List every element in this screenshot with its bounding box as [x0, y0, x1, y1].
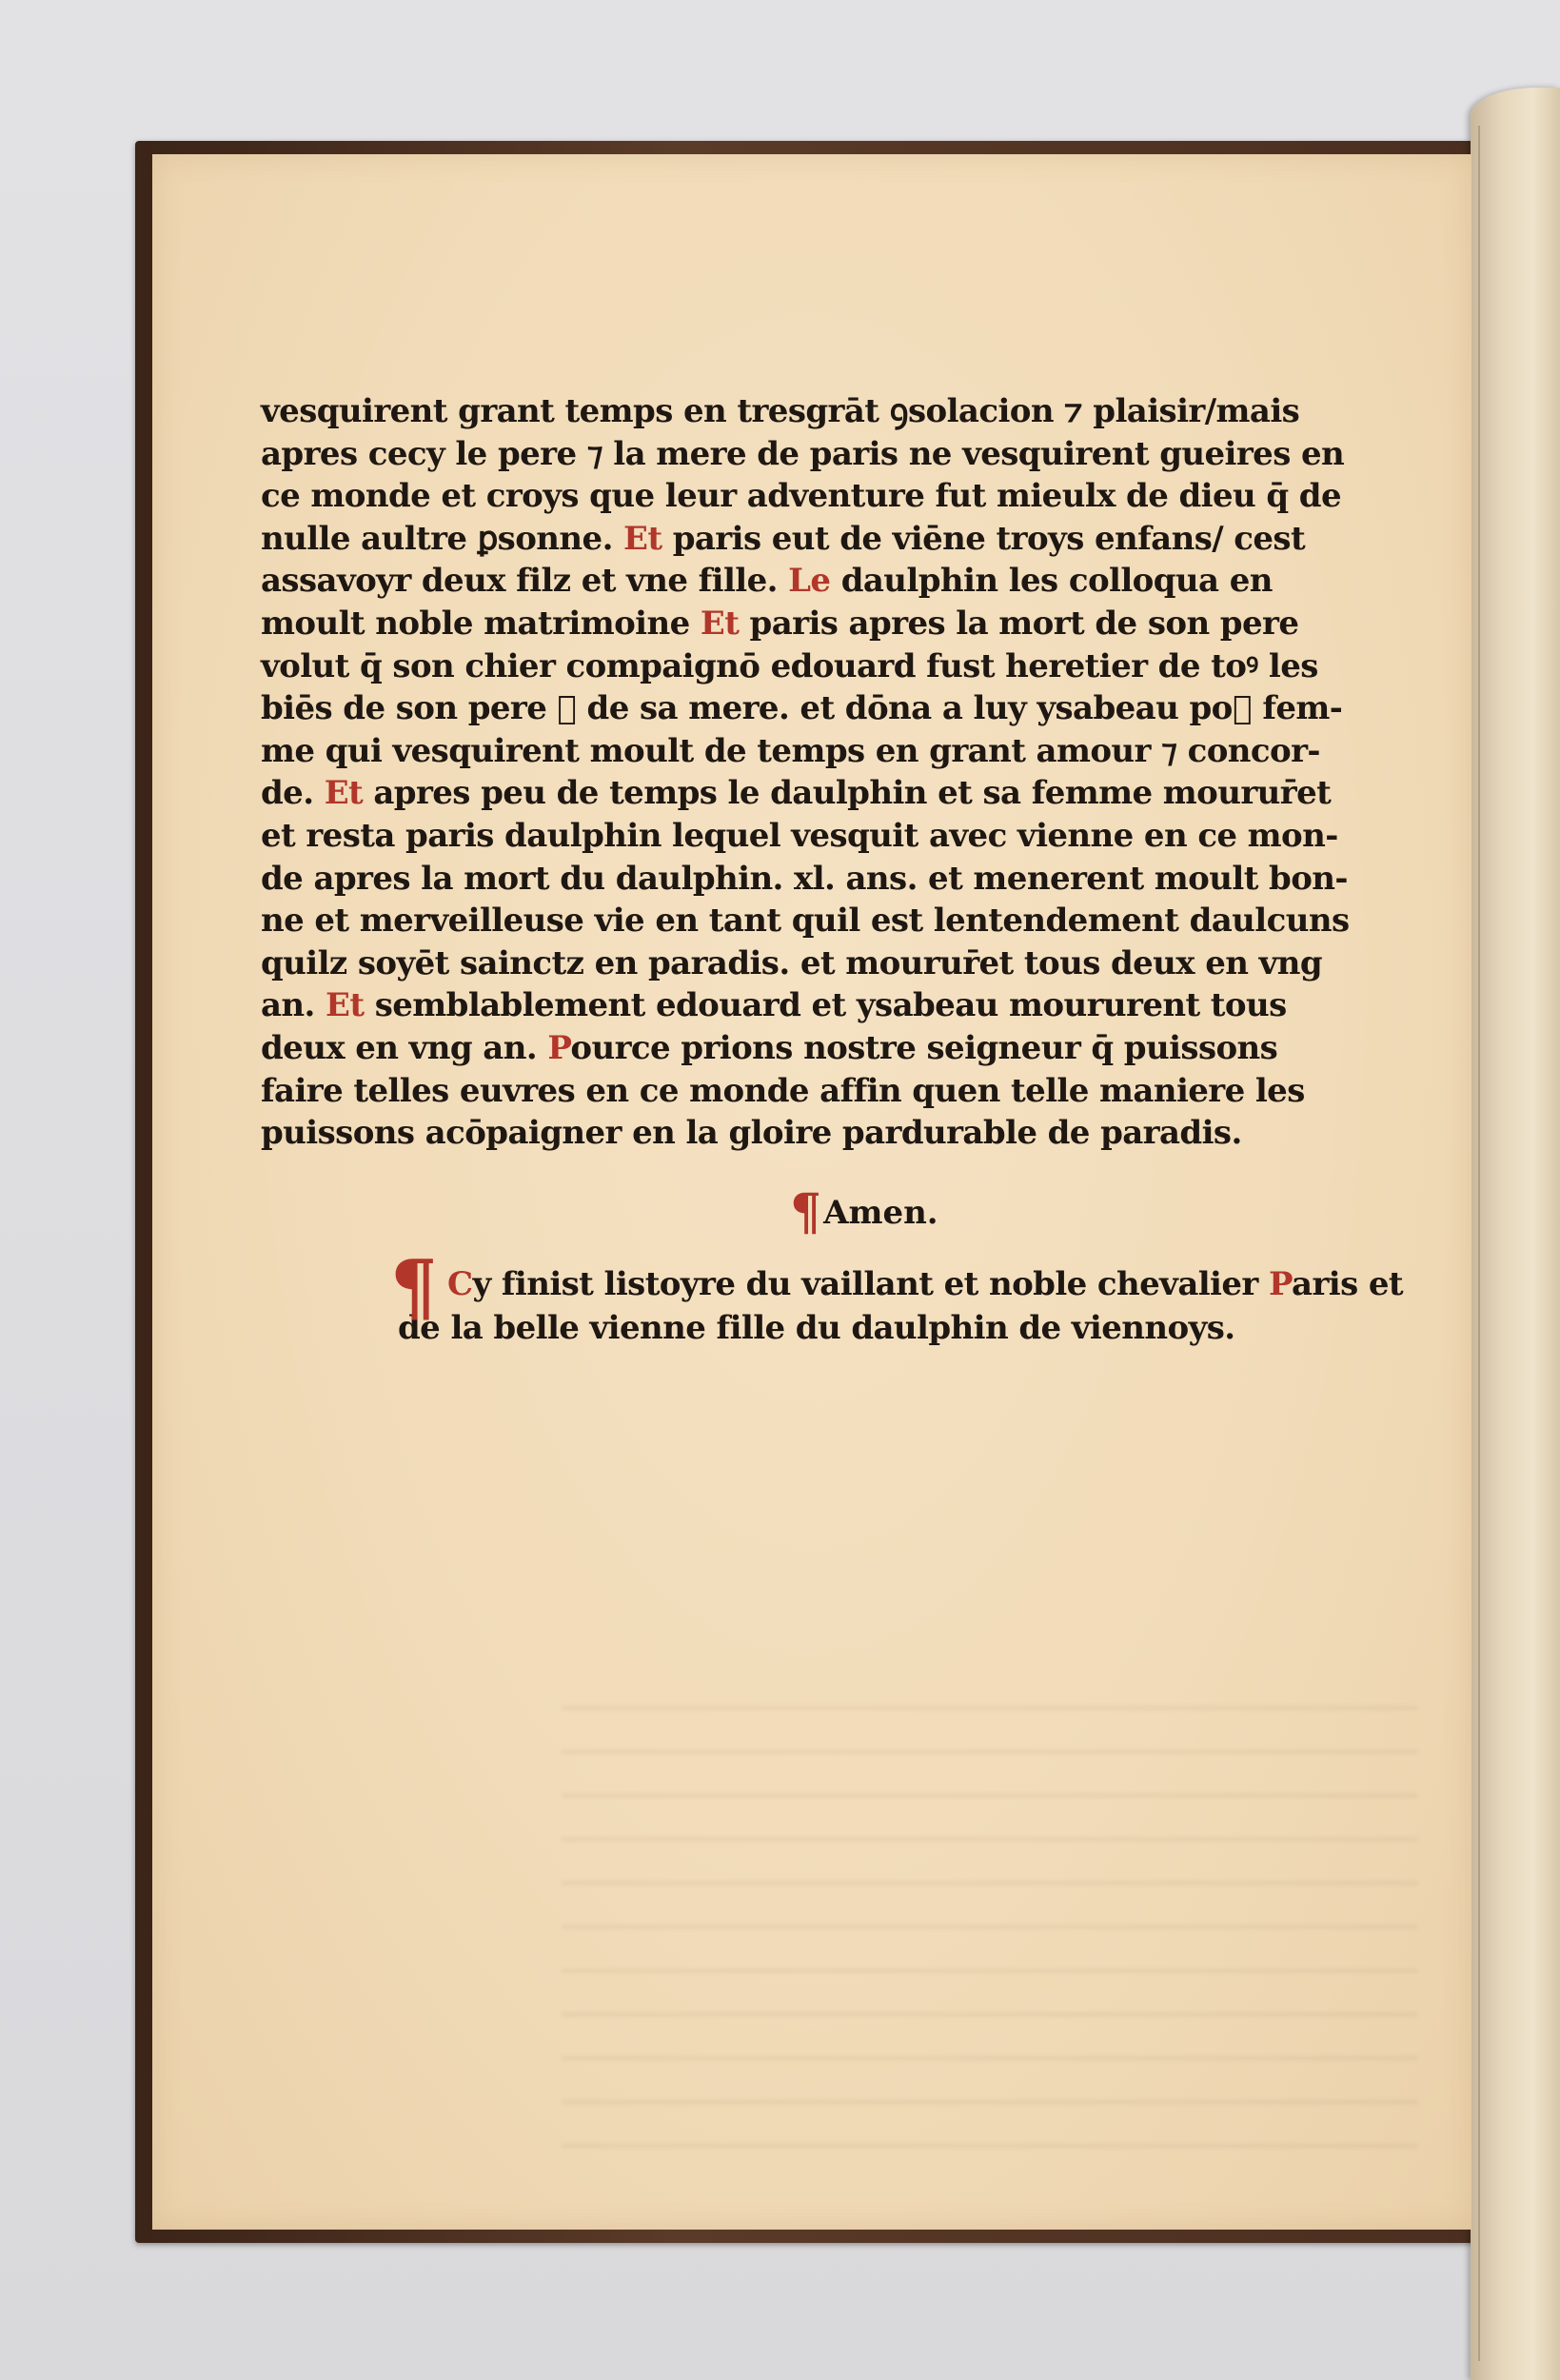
body-line: faire telles euvres en ce monde affin quen telle maniere les: [261, 1071, 1305, 1110]
rubricated-capital: Et: [324, 774, 364, 813]
rubricated-capital: Le: [788, 562, 831, 601]
body-line: biēs de son pere ⁊ de sa mere. et dōna a luy ysabeau poᷣ fem-: [261, 689, 1343, 728]
rubricated-capital: Et: [326, 986, 365, 1025]
body-line: de. Et apres peu de temps le daulphin et sa femme mourur̄et: [261, 774, 1332, 813]
body-line: ce monde et croys que leur adventure fut mieulx de dieu q̄ de: [261, 477, 1341, 516]
amen-text: Amen.: [823, 1194, 938, 1232]
incunable-text-block: [261, 390, 1441, 1155]
body-line: et resta paris daulphin lequel vesquit avec vienne en ce mon-: [261, 816, 1338, 855]
body-line: an. Et semblablement edouard et ysabeau moururent tous: [261, 986, 1287, 1025]
rubricated-capital: Et: [623, 519, 662, 558]
body-line: vesquirent grant temps en tresgrāt ꝯsolacion ⁊ plaisir/mais: [261, 392, 1300, 430]
body-line: ne et merveilleuse vie en tant quil est lentendement daulcuns: [261, 902, 1350, 941]
body-line: assavoyr deux filz et vne fille. Le daulphin les colloqua en: [261, 562, 1273, 601]
colophon-pilcrow-icon: ¶: [390, 1244, 438, 1331]
amen-line: [790, 1183, 938, 1241]
colophon-line: de la belle vienne fille du daulphin de viennoys.: [398, 1309, 1235, 1347]
rubricated-capital: P: [1268, 1265, 1293, 1303]
body-line: apres cecy le pere ⁊ la mere de paris ne vesquirent gueires en: [261, 434, 1345, 473]
rubricated-capital: P: [547, 1028, 571, 1067]
pilcrow-rubric-icon: ¶: [790, 1183, 822, 1241]
body-line: puissons acōpaigner en la gloire pardurable de paradis.: [261, 1114, 1242, 1153]
colophon: [390, 1244, 1445, 1350]
rubricated-capital: C: [447, 1265, 473, 1303]
body-line: de apres la mort du daulphin. xl. ans. et menerent moult bon-: [261, 859, 1348, 898]
body-line: volut q̄ son chier compaignō edouard fust heretier de toꝰ les: [261, 646, 1318, 685]
body-line: deux en vng an. Pource prions nostre seigneur q̄ puissons: [261, 1028, 1278, 1067]
body-line: moult noble matrimoine Et paris apres la mort de son pere: [261, 604, 1299, 643]
body-line: quilz soyēt sainctz en paradis. et mourur̄et tous deux en vng: [261, 943, 1323, 982]
ink-showthrough: [562, 1677, 1418, 2172]
rubricated-capital: Et: [700, 604, 740, 643]
next-leaves-edge: [1471, 88, 1560, 2380]
colophon-line: Cy finist listoyre du vaillant et noble chevalier Paris et: [447, 1265, 1404, 1303]
body-line: me qui vesquirent moult de temps en grant amour ⁊ concor-: [261, 731, 1320, 770]
body-line: nulle aultre ꝑsonne. Et paris eut de viēne troys enfans/ cest: [261, 519, 1306, 558]
